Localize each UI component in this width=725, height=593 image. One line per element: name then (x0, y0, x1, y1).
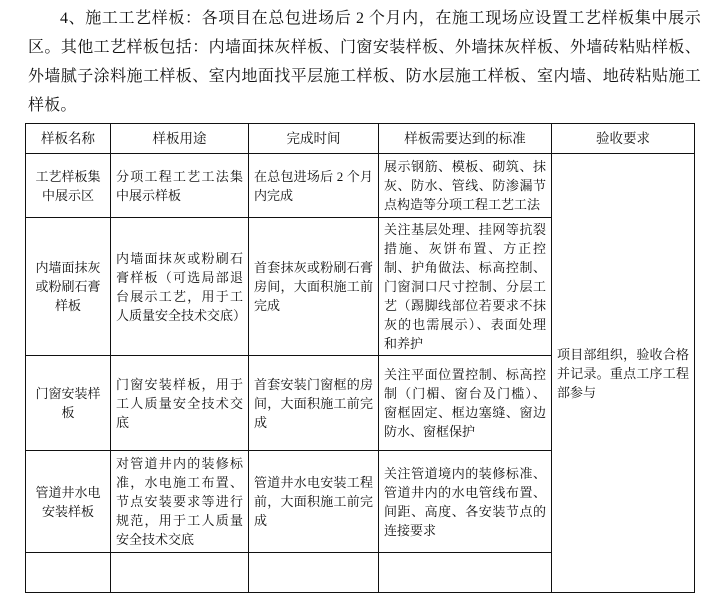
col-header-standards: 样板需要达到的标准 (379, 124, 552, 154)
cell-standards: 关注管道境内的装修标准、管道井内的水电管线布置、间距、高度、各安装节点的连接要求 (379, 451, 552, 553)
cell-completion-time: 首套抹灰或粉刷石膏房间，大面积施工前完成 (249, 218, 379, 356)
col-header-template-usage: 样板用途 (111, 124, 249, 154)
template-standards-table (25, 123, 695, 593)
cell-standards: 关注平面位置控制、标高控制（门楣、窗台及门槛）、窗框固定、框边塞缝、窗边防水、窗框保护 (379, 356, 552, 451)
col-header-template-name: 样板名称 (26, 124, 111, 154)
cell-completion-time: 首套安装门窗框的房间，大面积施工前完成 (249, 356, 379, 451)
cell-template-name: 工艺样板集中展示区 (26, 154, 111, 218)
cell-template-name-empty (26, 553, 111, 593)
cell-completion-time: 在总包进场后 2 个月内完成 (249, 154, 379, 218)
cell-acceptance-requirement: 项目部组织，验收合格并记录。重点工序工程部参与 (552, 154, 695, 593)
table-header-row (26, 124, 695, 154)
cell-template-usage-empty (111, 553, 249, 593)
table-row-display-zone (26, 154, 695, 218)
cell-standards: 展示钢筋、模板、砌筑、抹灰、防水、管线、防渗漏节点构造等分项工程工艺工法 (379, 154, 552, 218)
cell-template-usage: 对管道井内的装修标准，水电施工布置、节点安装要求等进行规范，用于工人质量安全技术交底 (111, 451, 249, 553)
document-page (0, 4, 725, 547)
cell-template-usage: 分项工程工艺工法集中展示样板 (111, 154, 249, 218)
cell-standards-empty (379, 553, 552, 593)
cell-template-usage: 门窗安装样板，用于工人质量安全技术交底 (111, 356, 249, 451)
cell-template-name: 内墙面抹灰或粉刷石膏样板 (26, 218, 111, 356)
intro-paragraph: 4、施工工艺样板：各项目在总包进场后 2 个月内，在施工现场应设置工艺样板集中展示区。其他工艺样板包括：内墙面抹灰样板、门窗安装样板、外墙抹灰样板、外墙砖粘贴样板、外墙腻子涂料施工样板、室内地面找平层施工样板、防水层施工样板、室内墙、地砖粘贴施工样板。 (28, 10, 701, 114)
cell-template-name: 管道井水电安装样板 (26, 451, 111, 553)
cell-completion-time: 管道井水电安装工程前，大面积施工前完成 (249, 451, 379, 553)
cell-standards: 关注基层处理、挂网等抗裂措施、灰饼布置、方正控制、护角做法、标高控制、门窗洞口尺寸控制、分层工艺（踢脚线部位若要求不抹灰的也需展示）、表面处理和养护 (379, 218, 552, 356)
cell-template-usage: 内墙面抹灰或粉刷石膏样板（可选局部退台展示工艺，用于工人质量安全技术交底） (111, 218, 249, 356)
col-header-completion-time: 完成时间 (249, 124, 379, 154)
cell-template-name: 门窗安装样板 (26, 356, 111, 451)
col-header-acceptance: 验收要求 (552, 124, 695, 154)
cell-completion-time-empty (249, 553, 379, 593)
